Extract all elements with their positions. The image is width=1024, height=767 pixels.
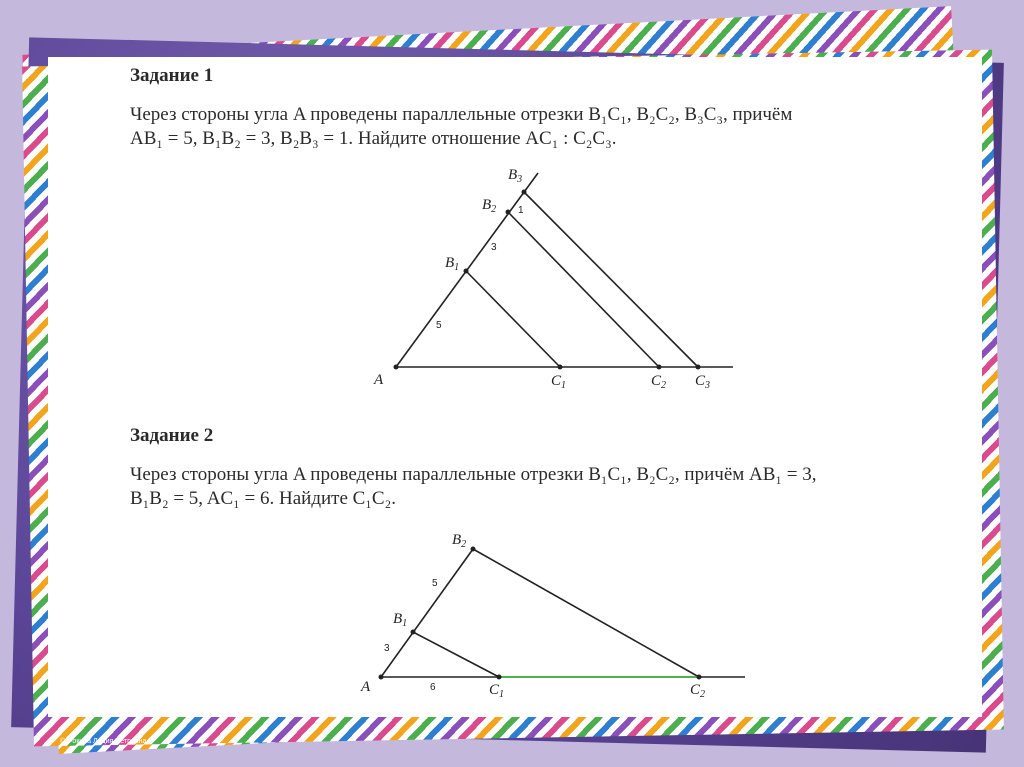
segment-b1c1-2 — [413, 632, 499, 677]
segment-label-ab1: 5 — [436, 320, 442, 331]
label-b1-2: $B_1$ — [393, 611, 408, 629]
task1-text-line1: Через стороны угла A проведены параллельные отрезки B₁C₁, B₂C₂, B₃C₃, причём — [130, 104, 793, 125]
label-b2-2: $B_2$ — [452, 532, 467, 550]
task1-title: Задание 1 — [130, 65, 214, 86]
point-c2-2 — [697, 675, 702, 680]
segment-label-ab1-2: 3 — [384, 643, 390, 654]
copyright: © Фокина Лидия Петровна — [60, 738, 147, 745]
point-b1-2 — [411, 630, 416, 635]
label-c1-2: $C_1$ — [489, 682, 505, 700]
point-a-2 — [379, 675, 384, 680]
task2-title: Задание 2 — [130, 425, 214, 446]
task2-diagram — [48, 57, 982, 717]
label-b1: $B_1$ — [445, 255, 460, 273]
segment-b2c2-2 — [473, 549, 699, 677]
segment-label-b1b2: 3 — [491, 242, 497, 253]
point-c1-2 — [497, 675, 502, 680]
task2-text-line1: Через стороны угла A проведены параллельные отрезки B₁C₁, B₂C₂, причём AB₁ = 3, — [130, 464, 817, 485]
label-c3: $C_3$ — [695, 373, 711, 391]
task2-text-line2: B₁B₂ = 5, AC₁ = 6. Найдите C₁C₂. — [130, 488, 396, 509]
content-card — [48, 57, 982, 717]
label-c1: $C_1$ — [551, 373, 567, 391]
point-b2-2 — [471, 547, 476, 552]
task1-text-line2: AB₁ = 5, B₁B₂ = 3, B₂B₃ = 1. Найдите отношение AC₁ : C₂C₃. — [130, 128, 617, 149]
label-b2: $B_2$ — [482, 197, 497, 215]
label-c2: $C_2$ — [651, 373, 667, 391]
label-a: A — [374, 372, 384, 388]
label-c2-2: $C_2$ — [690, 682, 706, 700]
segment-label-b2b3: 1 — [518, 205, 524, 216]
label-b3: $B_3$ — [508, 167, 523, 185]
segment-label-b1b2-2: 5 — [432, 578, 438, 589]
label-a-2: A — [361, 679, 371, 695]
segment-label-ac1-2: 6 — [430, 682, 436, 693]
